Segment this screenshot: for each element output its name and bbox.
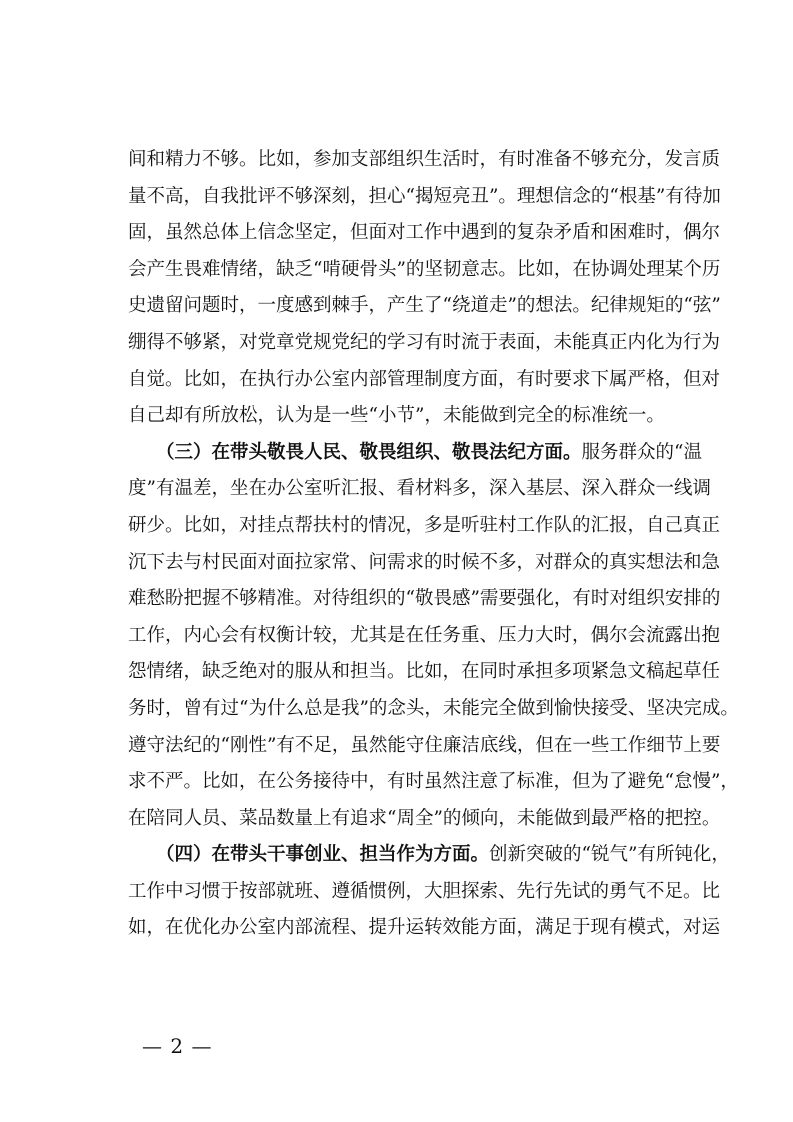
section-heading-line: [128, 837, 730, 874]
text-line: 固，虽然总体上信念坚定，但面对工作中遇到的复杂矛盾和困难时，偶尔: [128, 222, 721, 244]
section-heading-3: （三）在带头敬畏人民、敬畏组织、敬畏法纪方面。: [156, 441, 582, 463]
text-line: 间和精力不够。比如，参加支部组织生活时，有时准备不够充分，发言质: [128, 149, 721, 170]
text-line: 工作中习惯于按部就班、遵循惯例，大胆探索、先行先试的勇气不足。比: [128, 880, 721, 902]
text-line: 务时，曾有过“为什么总是我”的念头，未能完全做到愉快接受、坚决完成。: [128, 697, 739, 719]
text-line: 在陪同人员、菜品数量上有追求“周全”的倾向，未能做到最严格的把控。: [128, 807, 721, 829]
page-number: — 2 —: [142, 1034, 213, 1058]
text-run: 服务群众的“温: [581, 441, 702, 463]
text-line: 工作，内心会有权衡计较，尤其是在任务重、压力大时，偶尔会流露出抱: [128, 624, 721, 646]
section-heading-4: （四）在带头干事创业、担当作为方面。: [156, 844, 490, 866]
text-line: 自己却有所放松，认为是一些“小节”，未能做到完全的标准统一。: [128, 405, 665, 427]
text-line: 怨情绪，缺乏绝对的服从和担当。比如，在同时承担多项紧急文稿起草任: [128, 661, 721, 683]
text-line: 史遗留问题时，一度感到棘手，产生了“绕道走”的想法。纪律规矩的“弦”: [128, 295, 721, 317]
text-line: 难愁盼把握不够精准。对待组织的“敬畏感”需要强化，有时对组织安排的: [128, 588, 721, 610]
section-heading-line: [128, 435, 702, 472]
text-line: 量不高，自我批评不够深刻，担心“揭短亮丑”。理想信念的“根基”有待加: [128, 185, 721, 207]
text-line: 如，在优化办公室内部流程、提升运转效能方面，满足于现有模式，对运: [128, 917, 721, 939]
text-line: 度”有温差，坐在办公室听汇报、看材料多，深入基层、深入群众一线调: [128, 478, 711, 500]
text-line: 自觉。比如，在执行办公室内部管理制度方面，有时要求下属严格，但对: [128, 368, 721, 390]
text-run: 创新突破的“锐气”有所钝化，: [489, 844, 730, 866]
text-line: 研少。比如，对挂点帮扶村的情况，多是听驻村工作队的汇报，自己真正: [128, 514, 721, 536]
text-line: 遵守法纪的“刚性”有不足，虽然能守住廉洁底线，但在一些工作细节上要: [128, 734, 721, 756]
text-line: 绷得不够紧，对党章党规党纪的学习有时流于表面，未能真正内化为行为: [128, 331, 721, 353]
text-line: 沉下去与村民面对面拉家常、问需求的时候不多，对群众的真实想法和急: [128, 551, 721, 573]
text-line: 会产生畏难情绪，缺乏“啃硬骨头”的坚韧意志。比如，在协调处理某个历: [128, 258, 721, 280]
document-body: [128, 142, 739, 947]
text-line: 求不严。比如，在公务接待中，有时虽然注意了标准，但为了避免“怠慢”，: [128, 771, 739, 793]
